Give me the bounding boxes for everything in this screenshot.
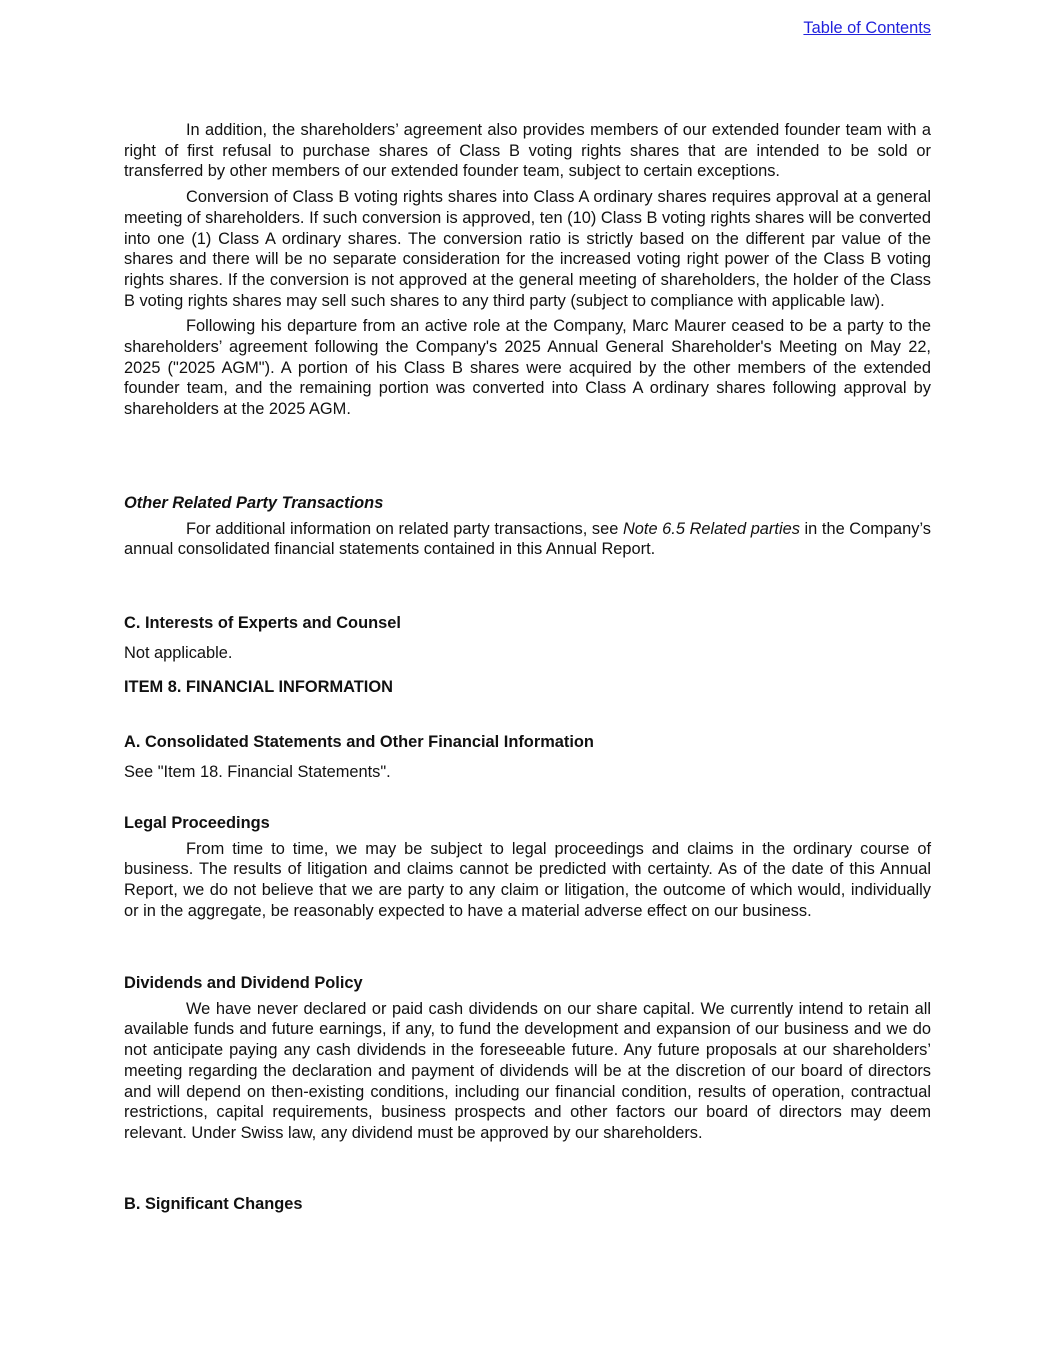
paragraph-related-party [124, 519, 931, 560]
experts-section [124, 613, 931, 663]
legal-proceedings-section [124, 813, 931, 922]
significant-changes-section [124, 1194, 931, 1215]
experts-text: Not applicable. [124, 643, 233, 662]
experts-heading: C. Interests of Experts and Counsel [124, 614, 401, 632]
consolidated-statements-section [124, 732, 931, 782]
related-party-text-after: in the Company’s annual consolidated financial statements contained in this Annual Report. [124, 519, 931, 559]
dividends-heading: Dividends and Dividend Policy [124, 974, 363, 992]
consolidated-heading: A. Consolidated Statements and Other Financial Information [124, 733, 594, 751]
related-party-note-reference: Note 6.5 Related parties [622, 519, 800, 538]
dividends-section [124, 973, 931, 1144]
legal-heading: Legal Proceedings [124, 814, 270, 832]
item8-section [124, 677, 931, 698]
table-of-contents-link[interactable]: Table of Contents [803, 19, 931, 37]
item8-heading: ITEM 8. FINANCIAL INFORMATION [124, 678, 393, 696]
other-related-party-section [124, 493, 931, 560]
shareholders-agreement-section [124, 120, 931, 420]
significant-changes-heading: B. Significant Changes [124, 1195, 303, 1213]
related-party-text-before: For additional information on related party transactions, see [186, 519, 623, 538]
dividends-text: We have never declared or paid cash dividends on our share capital. We currently intend to retain all available funds and future earnings, if any, to fund the development and expansion of our business and we do not anticipate paying any cash dividends in the foreseeable future. Any future proposals at our shareholders’ meeting regarding the declaration and payment of dividends will be at the discretion of our board of directors and will depend on then-existing conditions, including our financial condition, results of operation, contractual restrictions, capital requirements, business prospects and other factors our board of directors may deem relevant. Under Swiss law, any dividend must be approved by our shareholders. [124, 999, 931, 1142]
legal-text: From time to time, we may be subject to legal proceedings and claims in the ordinary course of business. The results of litigation and claims cannot be predicted with certainty. As of the date of this Annual Report, we do not believe that we are party to any claim or litigation, the outcome of which would, individually or in the aggregate, be reasonably expected to have a material adverse effect on our business. [124, 839, 931, 920]
other-related-party-heading: Other Related Party Transactions [124, 494, 384, 512]
consolidated-text: See "Item 18. Financial Statements". [124, 762, 391, 781]
paragraph-conversion: Conversion of Class B voting rights shares into Class A ordinary shares requires approval at a general meeting of shareholders. If such conversion is approved, ten (10) Class B voting rights shares will be converted into one (1) Class A ordinary shares. The conversion ratio is strictly based on the different par value of the shares and there will be no separate consideration for the increased voting right power of the Class B voting rights shares. If the conversion is not approved at the general meeting of shareholders, the holder of the Class B voting rights shares may sell such shares to any third party (subject to compliance with applicable law). [124, 188, 931, 310]
paragraph-right-of-first-refusal: In addition, the shareholders’ agreement also provides members of our extended founder team with a right of first refusal to purchase shares of Class B voting rights shares that are intended to be sold or transferred by other members of our extended founder team, subject to certain exceptions. [124, 121, 931, 181]
paragraph-marc-maurer: Following his departure from an active role at the Company, Marc Maurer ceased to be a party to the shareholders’ agreement following the Company's 2025 Annual General Shareholder's Meeting on May 22, 2025 ("2025 AGM"). A portion of his Class B shares were acquired by the other members of the extended founder team, and the remaining portion was converted into Class A ordinary shares following approval by shareholders at the 2025 AGM. [124, 317, 931, 419]
